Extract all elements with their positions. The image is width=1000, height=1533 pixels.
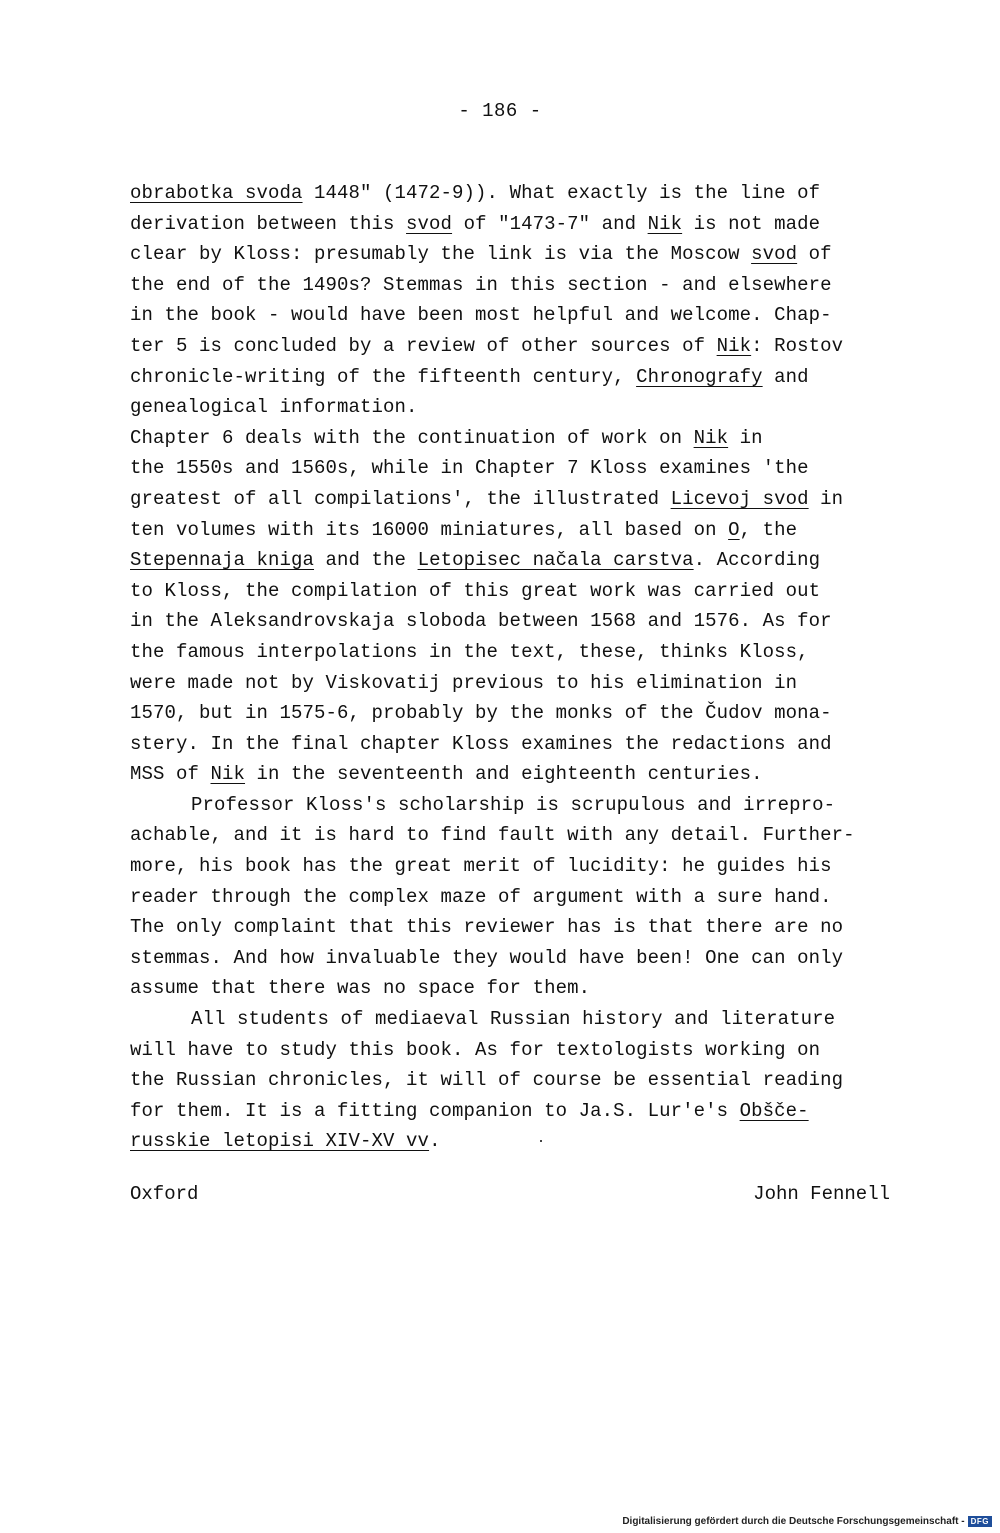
text-segment: stery. In the final chapter Kloss examines the redactions and: [130, 732, 832, 755]
text-segment: of "1473-7" and: [452, 212, 648, 235]
text-segment: achable, and it is hard to find fault with any detail. Further-: [130, 824, 855, 847]
text-segment: for them. It is a fitting companion to Ja.S. Lur'e's: [130, 1099, 740, 1122]
text-line: [130, 392, 890, 423]
text-line: [130, 973, 890, 1004]
text-segment: the famous interpolations in the text, these, thinks Kloss,: [130, 640, 809, 663]
underlined-title: Licevoj svod: [670, 487, 809, 510]
text-line: [130, 698, 890, 729]
text-segment: in: [808, 487, 844, 510]
text-segment: in: [728, 426, 763, 449]
text-segment: .: [429, 1130, 441, 1153]
text-line: [130, 882, 890, 913]
underlined-title: svod: [406, 212, 453, 235]
text-line: [130, 1096, 890, 1127]
text-segment: of: [797, 243, 832, 266]
text-line: [130, 270, 890, 301]
text-segment: in the Aleksandrovskaja sloboda between 1568 and 1576. As for: [130, 610, 832, 633]
text-segment: were made not by Viskovatij previous to his elimination in: [130, 671, 798, 694]
text-line: [130, 515, 890, 546]
text-segment: is not made: [682, 212, 821, 235]
underlined-title: obrabotka svoda: [130, 182, 303, 204]
digitization-footer: [622, 1516, 992, 1527]
text-segment: in the seventeenth and eighteenth centuries.: [245, 763, 763, 786]
text-segment: derivation between this: [130, 212, 407, 235]
text-segment: chronicle-writing of the fifteenth century,: [130, 365, 637, 388]
text-line: [130, 851, 890, 882]
text-segment: 1570, but in 1575-6, probably by the monks of the Čudov mona-: [130, 702, 832, 725]
text-line: [130, 668, 890, 699]
underlined-title: Nik: [693, 426, 729, 449]
text-segment: 1448" (1472-9)). What exactly is the line of: [302, 182, 821, 204]
text-line: [130, 1126, 890, 1157]
text-line: [130, 484, 890, 515]
text-line: [130, 1065, 890, 1096]
text-line: [130, 545, 890, 576]
text-segment: MSS of: [130, 763, 211, 786]
text-segment: in the book - would have been most helpful and welcome. Chap-: [130, 304, 832, 327]
dfg-logo-icon: DFG: [968, 1516, 992, 1527]
text-segment: to Kloss, the compilation of this great work was carried out: [130, 579, 821, 602]
underlined-title: O: [728, 518, 740, 541]
text-line: [130, 1004, 890, 1035]
text-line: [130, 820, 890, 851]
underlined-title: Stepennaja kniga: [130, 549, 315, 572]
underlined-title: svod: [751, 243, 798, 266]
underlined-title: russkie letopisi XIV-XV vv: [130, 1130, 430, 1153]
text-segment: Chapter 6 deals with the continuation of work on: [130, 426, 694, 449]
text-segment: reader through the complex maze of argument with a sure hand.: [130, 885, 832, 908]
text-line: [130, 209, 890, 240]
text-segment: more, his book has the great merit of lucidity: he guides his: [130, 855, 832, 878]
text-segment: greatest of all compilations', the illustrated: [130, 487, 671, 510]
underlined-title: Chronografy: [636, 365, 763, 388]
footer-text: Digitalisierung gefördert durch die Deutsche Forschungsgemeinschaft -: [622, 1516, 965, 1527]
text-line: [130, 943, 890, 974]
text-line: [130, 423, 890, 454]
text-segment: All students of mediaeval Russian history and literature: [191, 1008, 836, 1031]
underlined-title: Letopisec načala carstva: [417, 549, 694, 572]
text-segment: ten volumes with its 16000 miniatures, all based on: [130, 518, 729, 541]
text-line: [130, 729, 890, 760]
text-line: [130, 239, 890, 270]
underlined-title: Nik: [210, 763, 246, 786]
text-line: [130, 576, 890, 607]
text-segment: will have to study this book. As for textologists working on: [130, 1038, 821, 1061]
signature-place: Oxford: [130, 1183, 199, 1205]
review-body-text: [130, 178, 890, 1157]
text-line: [130, 606, 890, 637]
underlined-title: Obšče-: [739, 1099, 809, 1122]
text-segment: and the: [314, 549, 418, 572]
text-segment: Professor Kloss's scholarship is scrupulous and irrepro-: [191, 793, 836, 816]
text-segment: stemmas. And how invaluable they would have been! One can only: [130, 946, 844, 969]
text-segment: the end of the 1490s? Stemmas in this section - and elsewhere: [130, 273, 832, 296]
underlined-title: Nik: [716, 334, 752, 357]
text-line: [130, 331, 890, 362]
text-line: [130, 300, 890, 331]
text-segment: the Russian chronicles, it will of course be essential reading: [130, 1069, 844, 1092]
text-line: [130, 912, 890, 943]
signature-author: John Fennell: [753, 1183, 890, 1205]
text-segment: . According: [693, 549, 821, 572]
text-line: [130, 453, 890, 484]
stray-mark: [540, 1140, 542, 1142]
text-segment: The only complaint that this reviewer has is that there are no: [130, 916, 844, 939]
text-segment: and: [762, 365, 809, 388]
text-line: [130, 1035, 890, 1066]
underlined-title: Nik: [647, 212, 683, 235]
text-line: [130, 362, 890, 393]
text-line: [130, 759, 890, 790]
text-segment: clear by Kloss: presumably the link is via the Moscow: [130, 243, 752, 266]
text-line: [130, 637, 890, 668]
text-segment: ter 5 is concluded by a review of other sources of: [130, 334, 717, 357]
text-line: [130, 178, 890, 209]
text-segment: : Rostov: [751, 334, 844, 357]
page-number: - 186 -: [458, 100, 542, 122]
text-segment: , the: [739, 518, 798, 541]
text-segment: genealogical information.: [130, 396, 418, 419]
text-line: [130, 790, 890, 821]
signature-block: [130, 1183, 890, 1205]
text-segment: the 1550s and 1560s, while in Chapter 7 Kloss examines 'the: [130, 457, 809, 480]
text-segment: assume that there was no space for them.: [130, 977, 591, 1000]
